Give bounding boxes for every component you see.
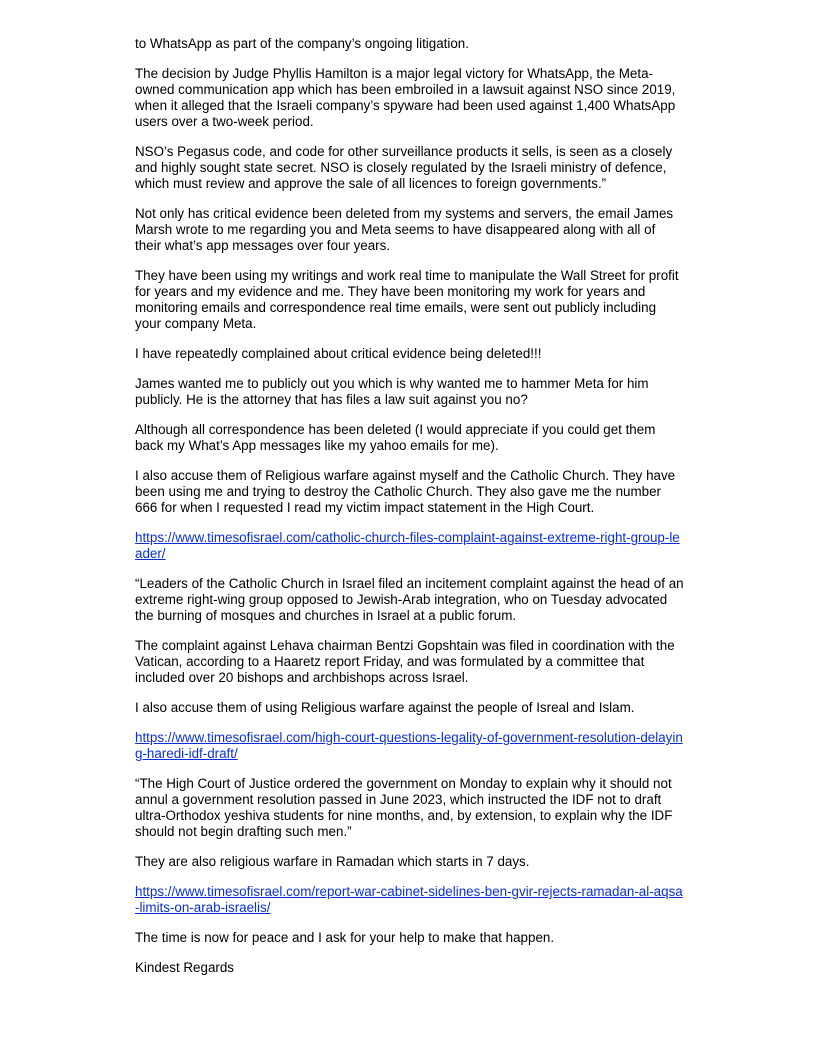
paragraph-james: James wanted me to publicly out you which is why wanted me to hammer Meta for him publicly. He is the attorney that has files a law suit against you no?: [135, 376, 649, 407]
document-body: [135, 36, 685, 990]
paragraph-quote-high-court: “The High Court of Justice ordered the government on Monday to explain why it should not annul a government resolution passed in June 2023, which instructed the IDF not to draft ultra-Orthodox yeshiva students for nine months, and, by extension, to explain why the IDF should not begin drafting such men.”: [135, 776, 673, 839]
closing-regards: Kindest Regards: [135, 960, 234, 975]
link-high-court-draft[interactable]: https://www.timesofisrael.com/high-court-questions-legality-of-government-resolution-delaying-haredi-idf-draft/: [135, 730, 683, 761]
paragraph-link-1: [135, 530, 685, 562]
paragraph-link-3: [135, 884, 685, 916]
paragraph-judge-decision: The decision by Judge Phyllis Hamilton is a major legal victory for WhatsApp, the Meta-owned communication app which has been embroiled in a lawsuit against NSO since 2019, when it alleged that the Israeli company’s spyware had been used against 1,400 WhatsApp users over a two-week period.: [135, 66, 676, 129]
paragraph-pegasus: NSO’s Pegasus code, and code for other surveillance products it sells, is seen as a closely and highly sought state secret. NSO is closely regulated by the Israeli ministry of defence, which must review and approve the sale of all licences to foreign governments.”: [135, 144, 673, 191]
paragraph-litigation: to WhatsApp as part of the company’s ongoing litigation.: [135, 36, 469, 51]
paragraph-peace: The time is now for peace and I ask for your help to make that happen.: [135, 930, 555, 945]
paragraph-quote-catholic-leaders: “Leaders of the Catholic Church in Israel filed an incitement complaint against the head of an extreme right-wing group opposed to Jewish-Arab integration, who on Tuesday advocated the burning of mosques and churches in Israel at a public forum.: [135, 576, 684, 623]
paragraph-lehava: The complaint against Lehava chairman Bentzi Gopshtain was filed in coordination with the Vatican, according to a Haaretz report Friday, and was formulated by a committee that included over 20 bishops and archbishops across Israel.: [135, 638, 675, 685]
paragraph-link-2: [135, 730, 685, 762]
paragraph-correspondence: Although all correspondence has been deleted (I would appreciate if you could get them back my What’s App messages like my yahoo emails for me).: [135, 422, 656, 453]
link-war-cabinet-ramadan[interactable]: https://www.timesofisrael.com/report-war-cabinet-sidelines-ben-gvir-rejects-ramadan-al-aqsa-limits-on-arab-israelis/: [135, 884, 683, 915]
paragraph-wall-street: They have been using my writings and work real time to manipulate the Wall Street for profit for years and my evidence and me. They have been monitoring my work for years and monitoring emails and correspondence real time emails, were sent out publicly including your company Meta.: [135, 268, 679, 331]
paragraph-complaint: I have repeatedly complained about critical evidence being deleted!!!: [135, 346, 542, 361]
link-catholic-church-complaint[interactable]: https://www.timesofisrael.com/catholic-church-files-complaint-against-extreme-right-group-leader/: [135, 530, 680, 561]
paragraph-religious-warfare-israel: I also accuse them of using Religious warfare against the people of Isreal and Islam.: [135, 700, 635, 715]
paragraph-evidence-deleted: Not only has critical evidence been deleted from my systems and servers, the email James Marsh wrote to me regarding you and Meta seems to have disappeared along with all of their what’s app messages over four years.: [135, 206, 674, 253]
paragraph-ramadan: They are also religious warfare in Ramadan which starts in 7 days.: [135, 854, 530, 869]
paragraph-religious-warfare-catholic: I also accuse them of Religious warfare against myself and the Catholic Church. They have been using me and trying to destroy the Catholic Church. They also gave me the number 666 for when I requested I read my victim impact statement in the High Court.: [135, 468, 676, 515]
